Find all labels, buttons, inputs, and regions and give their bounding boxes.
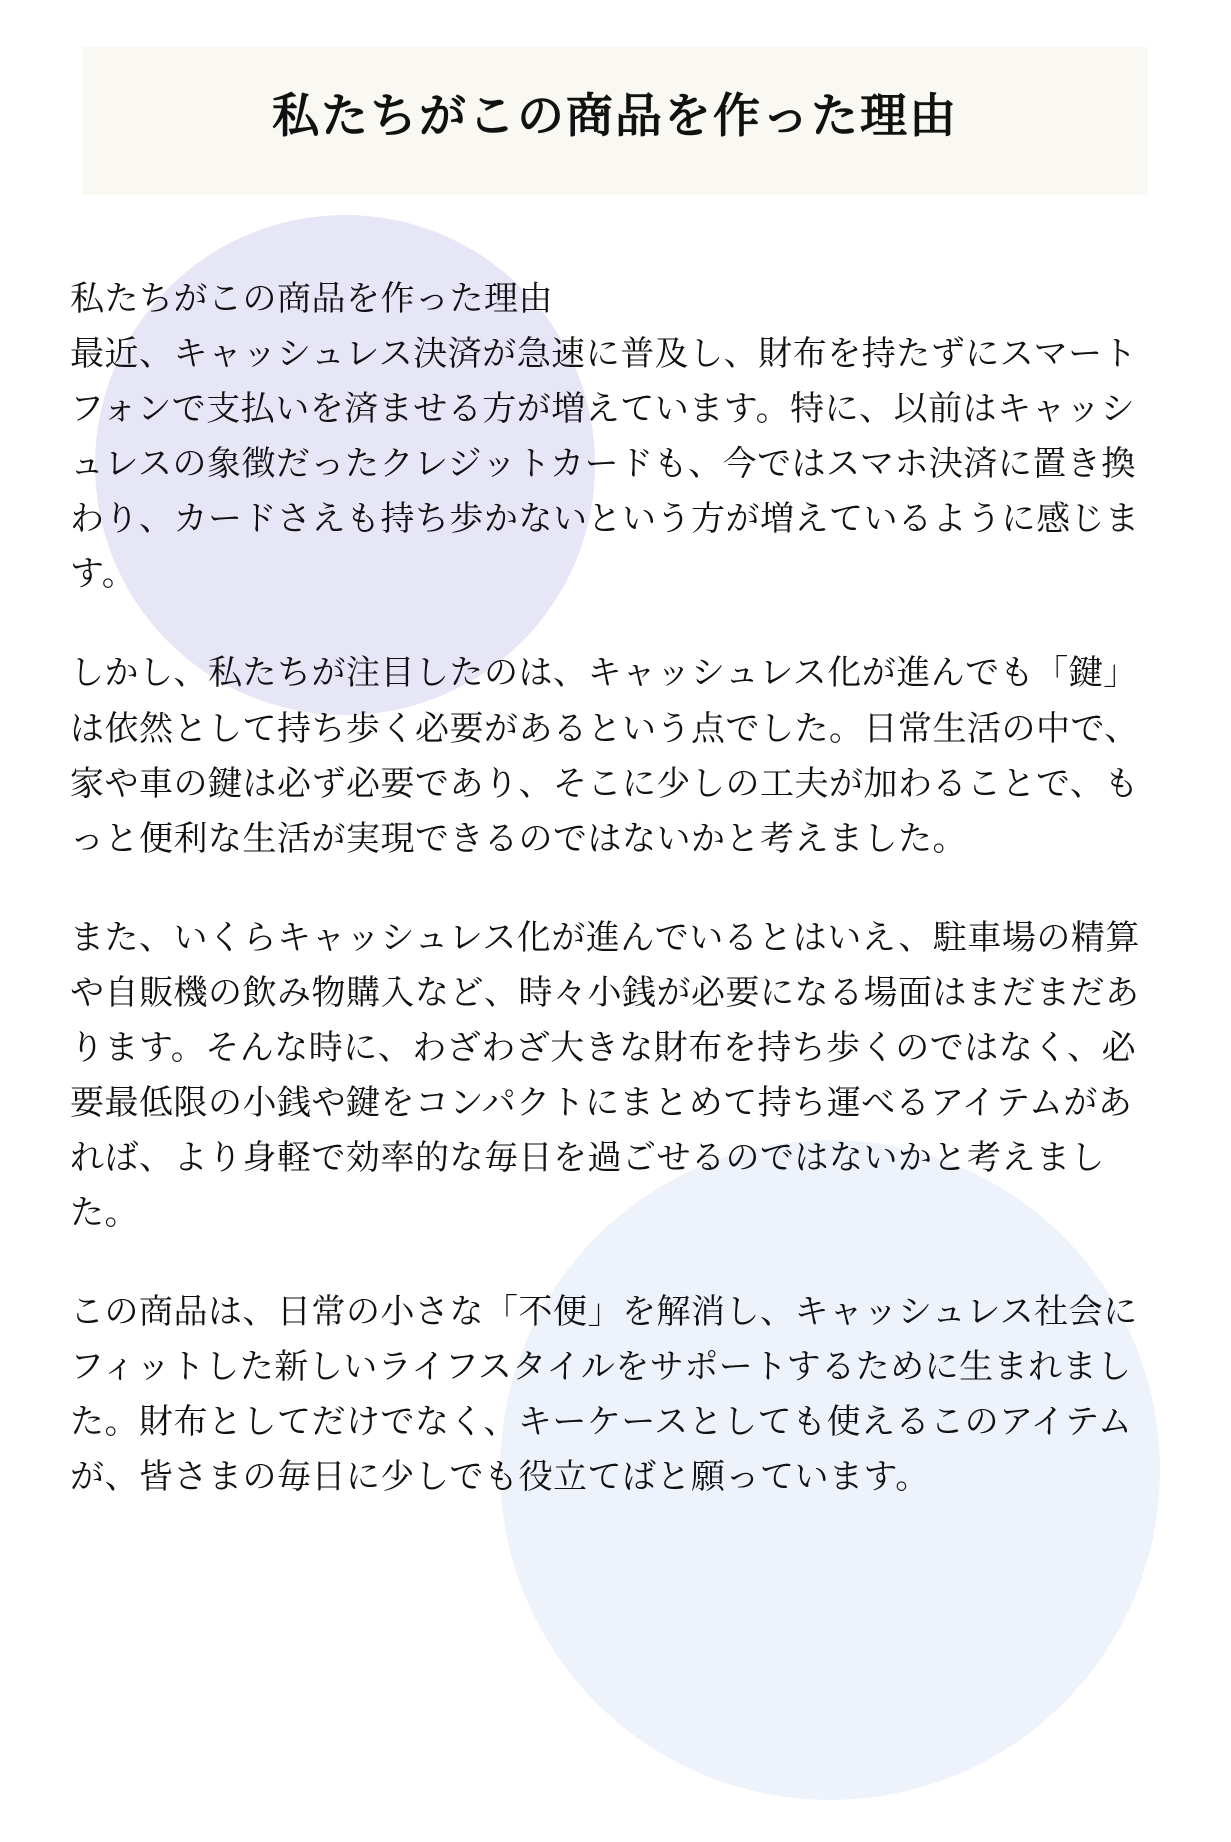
- title-banner: [82, 47, 1148, 195]
- paragraph-spacer: [70, 1241, 1165, 1285]
- article-lead: 私たちがこの商品を作った理由: [70, 281, 553, 318]
- page-title: 私たちがこの商品を作った理由: [272, 91, 958, 143]
- paragraph-spacer: [70, 602, 1165, 646]
- paragraph-spacer: [70, 867, 1165, 911]
- article-body: [70, 272, 1165, 1506]
- article-paragraph-2: しかし、私たちが注目したのは、キャッシュレス化が進んでも「鍵」は依然として持ち歩く必要があるという点でした。日常生活の中で、家や車の鍵は必ず必要であり、そこに少しの工夫が加わることで、もっと便利な生活が実現できるのではないかと考えました。: [70, 655, 1139, 858]
- article-paragraph-1: 最近、キャッシュレス決済が急速に普及し、財布を持たずにスマートフォンで支払いを済ませる方が増えています。特に、以前はキャッシュレスの象徴だったクレジットカードも、今ではスマホ決済に置き換わり、カードさえも持ち歩かないという方が増えているように感じます。: [70, 336, 1140, 594]
- article-paragraph-4: この商品は、日常の小さな「不便」を解消し、キャッシュレス社会にフィットした新しいライフスタイルをサポートするために生まれました。財布としてだけでなく、キーケースとしても使えるこのアイテムが、皆さまの毎日に少しでも役立てばと願っています。: [70, 1294, 1138, 1497]
- article-paragraph-3: また、いくらキャッシュレス化が進んでいるとはいえ、駐車場の精算や自販機の飲み物購入など、時々小銭が必要になる場面はまだまだあります。そんな時に、わざわざ大きな財布を持ち歩くのではなく、必要最低限の小銭や鍵をコンパクトにまとめて持ち運べるアイテムがあれば、より身軽で効率的な毎日を過ごせるのではないかと考えました。: [70, 919, 1140, 1233]
